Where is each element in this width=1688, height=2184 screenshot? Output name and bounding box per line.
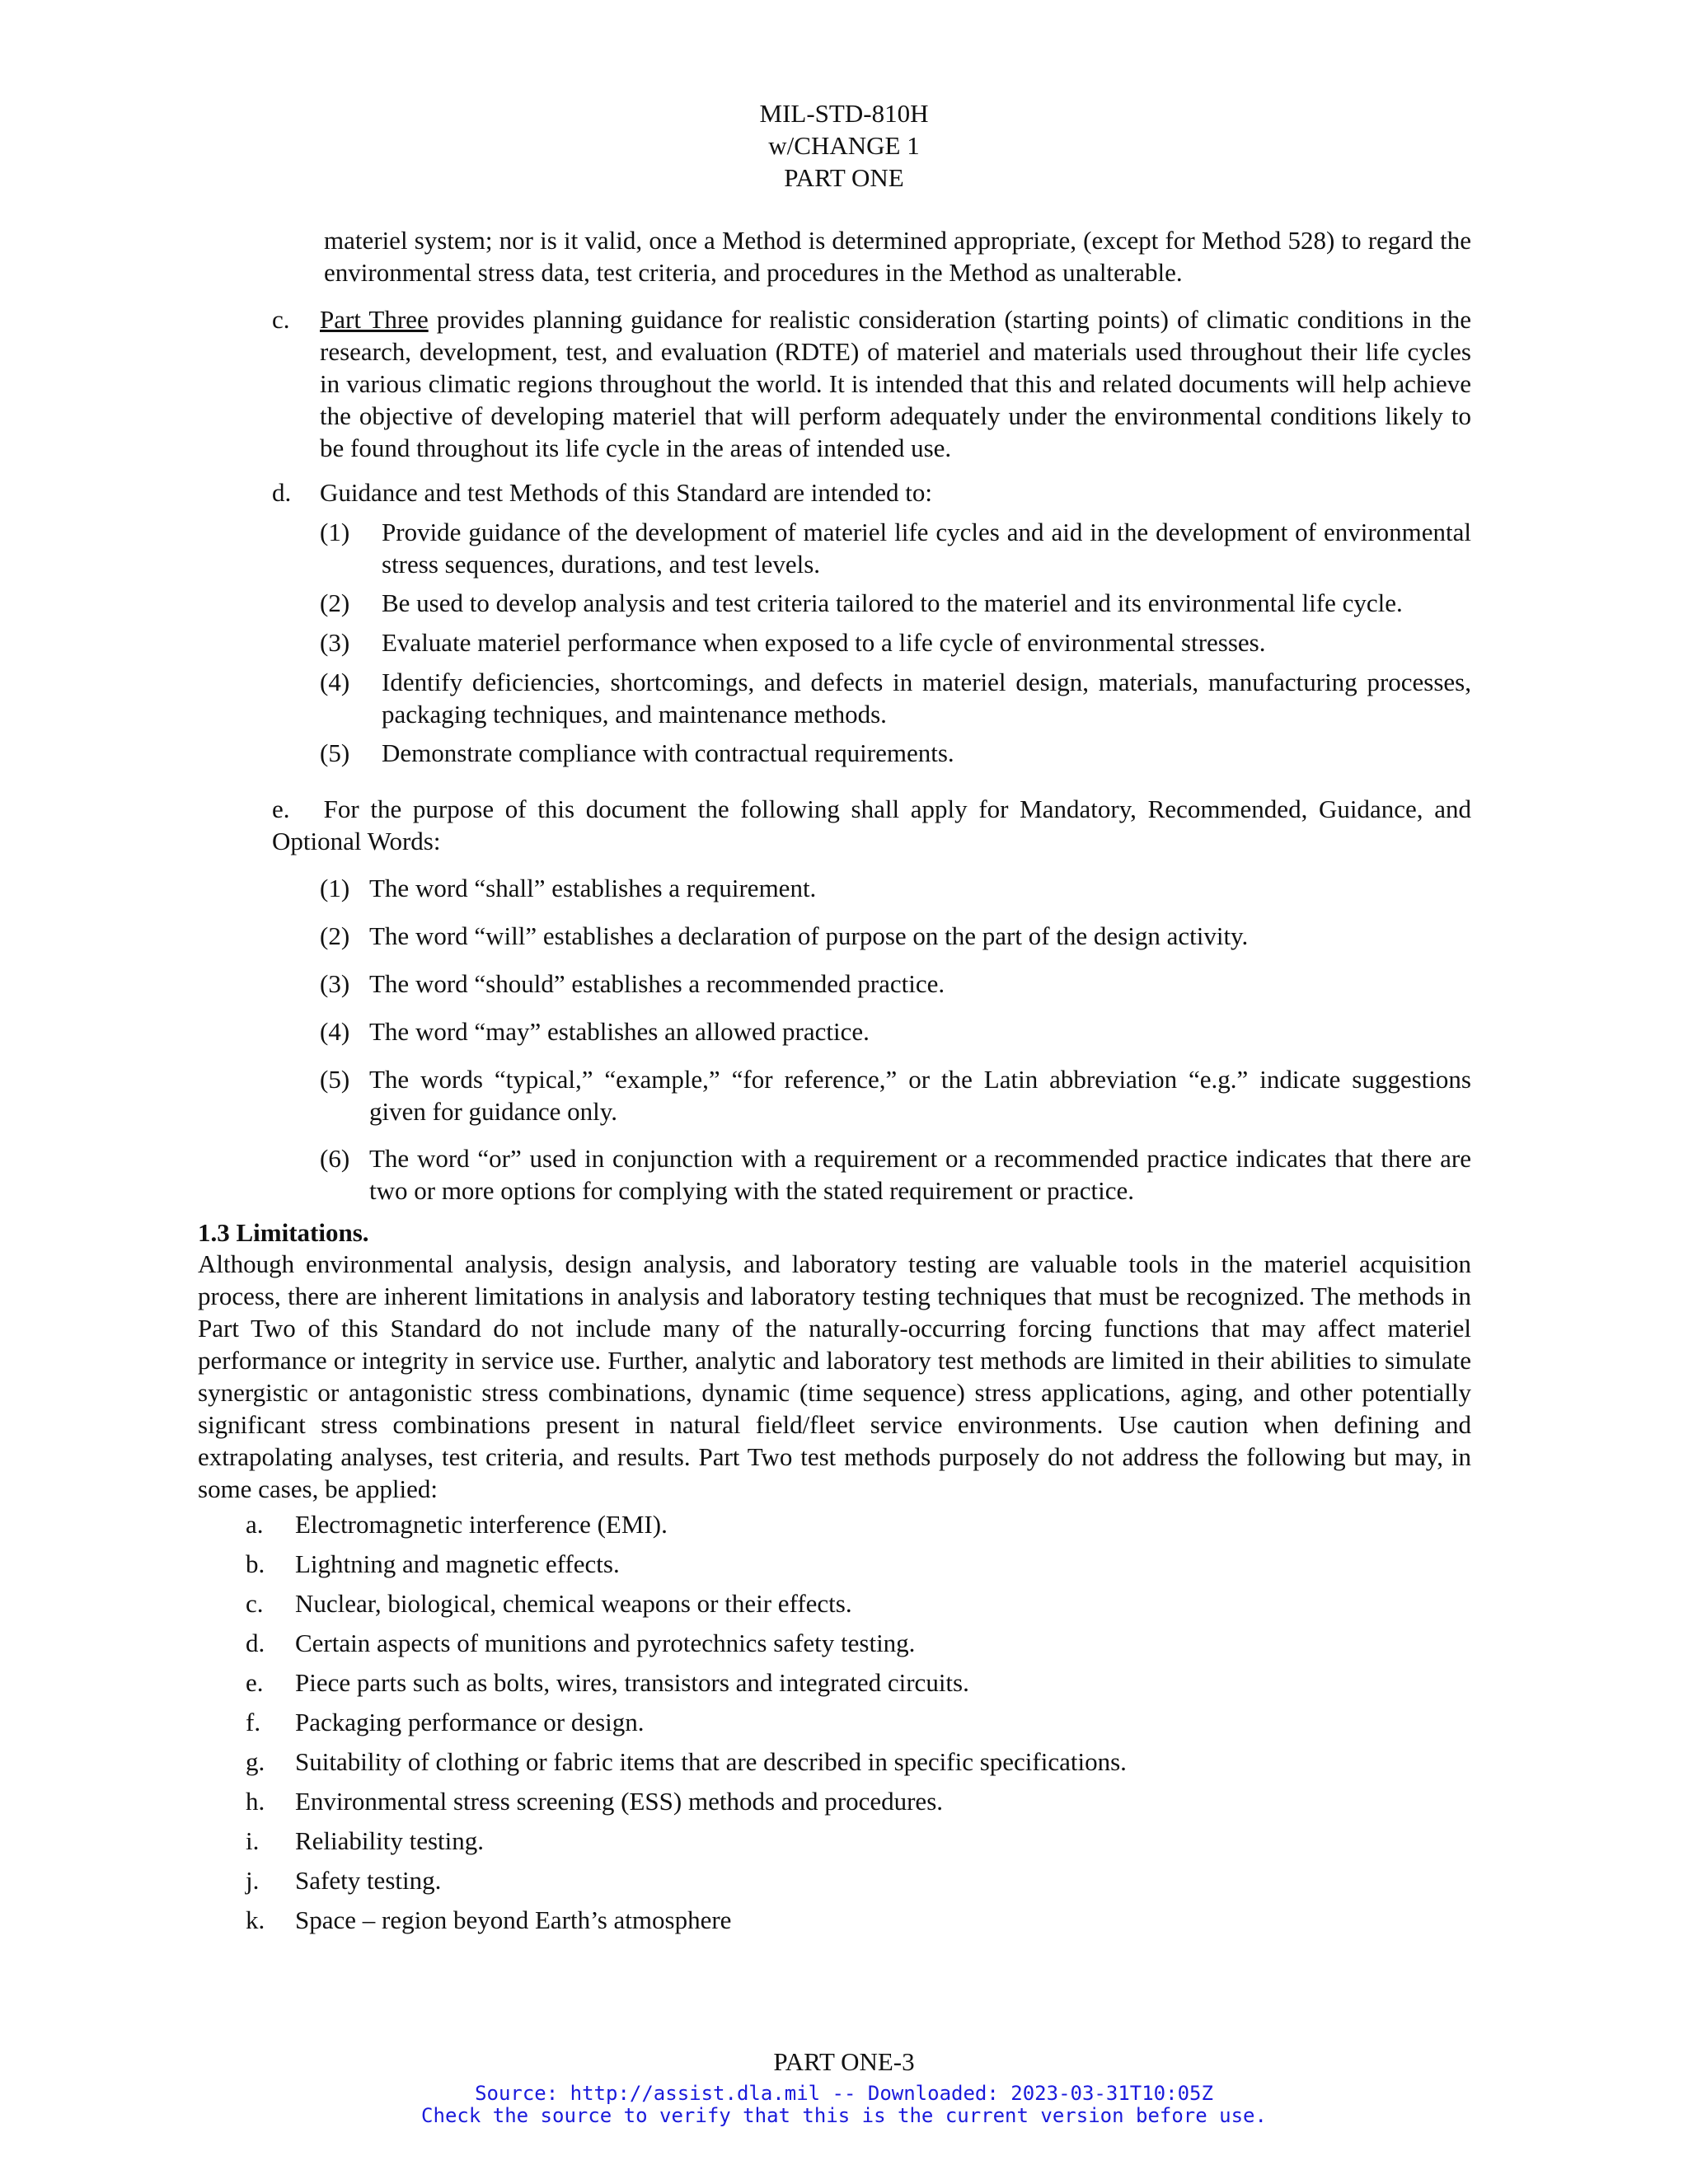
e-subitem-1-text: The word “shall” establishes a requirement.: [369, 874, 817, 902]
e-subitem-4-num: (4): [320, 1017, 350, 1046]
limitation-item-c-label: c.: [246, 1589, 264, 1618]
limitation-item-e-label: e.: [246, 1668, 264, 1697]
d-subitem-2-text: Be used to develop analysis and test criteria tailored to the materiel and its environmental life cycle.: [382, 588, 1403, 617]
e-subitem-5-text: The words “typical,” “example,” “for reference,” or the Latin abbreviation “e.g.” indicate suggestions given for guidance only.: [369, 1065, 1471, 1126]
item-c-text: provides planning guidance for realistic consideration (starting points) of climatic conditions in the research, development, test, and evaluation (RDTE) of materiel and materials used throughout their life cycles in various climatic regions throughout the world. It is intended that this and related documents will help achieve the objective of developing materiel that will perform adequately under the environmental conditions likely to be found throughout its life cycle in the areas of intended use.: [320, 305, 1472, 462]
limitation-item-c-text: Nuclear, biological, chemical weapons or their effects.: [295, 1589, 852, 1618]
d-subitem-3-num: (3): [320, 628, 350, 657]
d-subitem-5-text: Demonstrate compliance with contractual requirements.: [382, 738, 954, 767]
d-subitem-3-text: Evaluate materiel performance when exposed to a life cycle of environmental stresses.: [382, 628, 1266, 657]
e-subitem-6-text: The word “or” used in conjunction with a requirement or a recommended practice indicates that there are two or more options for complying with the stated requirement or practice.: [369, 1144, 1471, 1205]
limitation-item-g-text: Suitability of clothing or fabric items that are described in specific specifications.: [295, 1747, 1127, 1776]
item-e-text: For the purpose of this document the following shall apply for Mandatory, Recommended, Guidance, and Optional Words:: [272, 794, 1471, 855]
d-subitem-5-num: (5): [320, 738, 350, 767]
limitation-item-f-text: Packaging performance or design.: [295, 1708, 645, 1736]
e-subitem-6-num: (6): [320, 1144, 350, 1173]
e-subitem-5-num: (5): [320, 1065, 350, 1094]
e-subitem-3-num: (3): [320, 969, 350, 998]
e-subitem-2-num: (2): [320, 921, 350, 950]
limitation-item-b-label: b.: [246, 1549, 265, 1578]
limitation-item-d-text: Certain aspects of munitions and pyrotechnics safety testing.: [295, 1629, 916, 1657]
limitation-item-j-text: Safety testing.: [295, 1866, 442, 1895]
header-standard-id: MIL-STD-810H: [759, 99, 929, 128]
limitation-item-k-text: Space – region beyond Earth’s atmosphere: [295, 1905, 732, 1934]
part-three-link[interactable]: Part Three: [320, 305, 429, 334]
item-e-label: e.: [272, 794, 290, 823]
item-c-label: c.: [272, 305, 290, 334]
d-subitem-2-num: (2): [320, 588, 350, 617]
page-number: PART ONE-3: [773, 2047, 915, 2076]
limitation-item-j-label: j.: [246, 1866, 260, 1895]
limitation-item-i-text: Reliability testing.: [295, 1826, 485, 1855]
limitation-item-g-label: g.: [246, 1747, 265, 1776]
e-subitem-1-num: (1): [320, 874, 350, 902]
d-subitem-1-num: (1): [320, 518, 350, 546]
limitation-item-a-label: a.: [246, 1510, 264, 1539]
limitations-paragraph: Although environmental analysis, design analysis, and laboratory testing are valuable tools in the materiel acquisition process, there are inherent limitations in analysis and laboratory testing techniques that must be recognized. The methods in Part Two of this Standard do not include many of the naturally-occurring forcing functions that may affect materiel performance or integrity in service use. Further, analytic and laboratory test methods are limited in their abilities to simulate synergistic or antagonistic stress combinations, dynamic (time sequence) stress applications, aging, and other potentially significant stress combinations present in natural field/fleet service environments. Use caution when defining and extrapolating analyses, test criteria, and results. Part Two test methods purposely do not address the following but may, in some cases, be applied:: [198, 1249, 1471, 1503]
source-line[interactable]: Source: http://assist.dla.mil -- Downloaded: 2023-03-31T10:05Z: [475, 2082, 1213, 2105]
e-subitem-2-text: The word “will” establishes a declaration of purpose on the part of the design activity.: [369, 921, 1249, 950]
d-subitem-1-text: Provide guidance of the development of materiel life cycles and aid in the development of environmental stress sequences, durations, and test levels.: [382, 518, 1471, 579]
limitation-item-a-text: Electromagnetic interference (EMI).: [295, 1510, 668, 1539]
e-subitem-4-text: The word “may” establishes an allowed practice.: [369, 1017, 870, 1046]
limitation-item-k-label: k.: [246, 1905, 265, 1934]
limitation-item-e-text: Piece parts such as bolts, wires, transistors and integrated circuits.: [295, 1668, 969, 1697]
document-header: [0, 97, 1688, 194]
limitation-item-b-text: Lightning and magnetic effects.: [295, 1549, 620, 1578]
limitation-item-f-label: f.: [246, 1708, 261, 1736]
item-d-text: Guidance and test Methods of this Standard are intended to:: [320, 478, 932, 507]
continuation-paragraph: materiel system; nor is it valid, once a Method is determined appropriate, (except for Method 528) to regard the environmental stress data, test criteria, and procedures in the Method as unalterable.: [324, 226, 1471, 287]
verify-line: Check the source to verify that this is the current version before use.: [421, 2104, 1267, 2127]
d-subitem-4-text: Identify deficiencies, shortcomings, and defects in materiel design, materials, manufacturing processes, packaging techniques, and maintenance methods.: [382, 668, 1471, 729]
d-subitem-4-num: (4): [320, 668, 350, 696]
section-heading-limitations: 1.3 Limitations.: [198, 1218, 369, 1247]
item-d-label: d.: [272, 478, 292, 507]
limitation-item-i-label: i.: [246, 1826, 260, 1855]
limitation-item-d-label: d.: [246, 1629, 265, 1657]
limitation-item-h-label: h.: [246, 1787, 265, 1816]
e-subitem-3-text: The word “should” establishes a recommended practice.: [369, 969, 945, 998]
item-e-paragraph: [272, 793, 1471, 857]
limitation-item-h-text: Environmental stress screening (ESS) methods and procedures.: [295, 1787, 944, 1816]
item-c-paragraph: [320, 303, 1471, 464]
header-change: w/CHANGE 1: [768, 131, 920, 160]
header-part: PART ONE: [784, 163, 904, 192]
